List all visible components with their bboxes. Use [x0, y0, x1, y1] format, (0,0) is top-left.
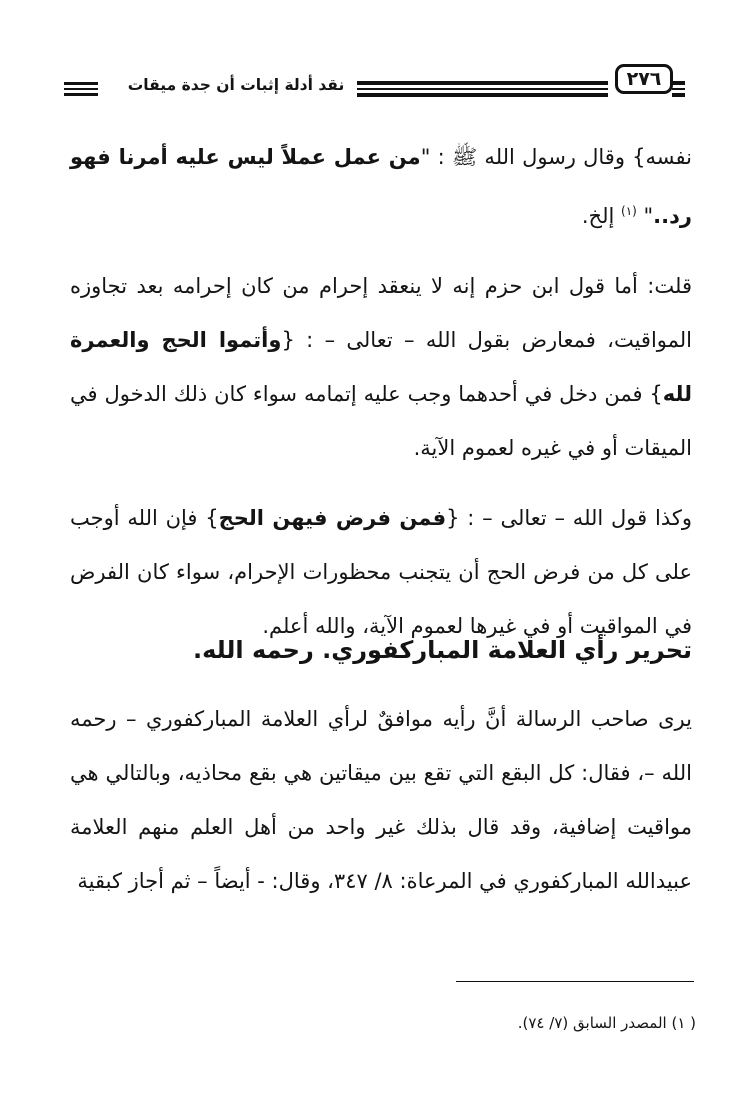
footnote-separator	[456, 981, 694, 982]
footnote-ref: (١)	[621, 204, 637, 218]
paragraph-verse-2-rest: } فإن الله أوجب على كل من فرض الحج أن يتجنب محظورات الإحرام، سواء كان الفرض في المواقيت أو في غيرها لعموم الآية، والله أعلم.	[70, 506, 692, 638]
header-rule-right	[672, 81, 685, 97]
paragraph-hadith	[70, 130, 692, 243]
header-rule-left	[64, 82, 98, 96]
paragraph-hadith-intro: نفسه} وقال رسول الله ﷺ : "	[420, 145, 693, 169]
footnote: ( ١) المصدر السابق (٧/ ٧٤).	[517, 1014, 696, 1032]
section-heading: تحرير رأي العلامة المباركفوري. رحمه الله.	[192, 636, 692, 664]
running-title: نقد أدلة إثبات أن جدة ميقات	[127, 76, 345, 94]
paragraph-ibn-hazm-rest: } فمن دخل في أحدهما وجب عليه إتمامه سواء كان ذلك الدخول في الميقات أو في غيره لعموم الآية.	[70, 382, 692, 460]
header-rule-middle	[357, 81, 608, 97]
paragraph-ibn-hazm	[70, 259, 692, 475]
body-text-top	[70, 130, 692, 653]
body-text-bottom	[70, 692, 692, 908]
quran-verse-2: فمن فرض فيهن الحج	[218, 506, 447, 530]
paragraph-verse-2	[70, 491, 692, 653]
paragraph-hadith-end: إلخ.	[581, 204, 621, 228]
paragraph-hadith-close: "	[636, 204, 654, 228]
paragraph-verse-2-intro: وكذا قول الله – تعالى – : {	[446, 506, 692, 530]
page-number: ٢٧٦	[615, 64, 673, 94]
paragraph-mubarakfuri: يرى صاحب الرسالة أنَّ رأيه موافقٌ لرأي العلامة المباركفوري – رحمه الله –، فقال: كل البقع التي تقع بين ميقاتين هي بقع محاذيه، وبالتالي هي مواقيت إضافية، وقد قال بذلك غير واحد من أهل العلم منهم العلامة عبيدالله المباركفوري في المرعاة: ٨/ ٣٤٧، وقال: - أيضاً – ثم أجاز كبقية	[70, 707, 692, 893]
paragraph-ibn-hazm-intro: قلت: أما قول ابن حزم إنه لا ينعقد إحرام من كان إحرامه بعد تجاوزه المواقيت، فمعارض بقول الله – تعالى – : {	[70, 274, 693, 352]
hadith-quote: من عمل عملاً ليس عليه أمرنا فهو رد..	[70, 145, 692, 228]
quran-verse-1: وأتموا الحج والعمرة لله	[70, 328, 692, 406]
